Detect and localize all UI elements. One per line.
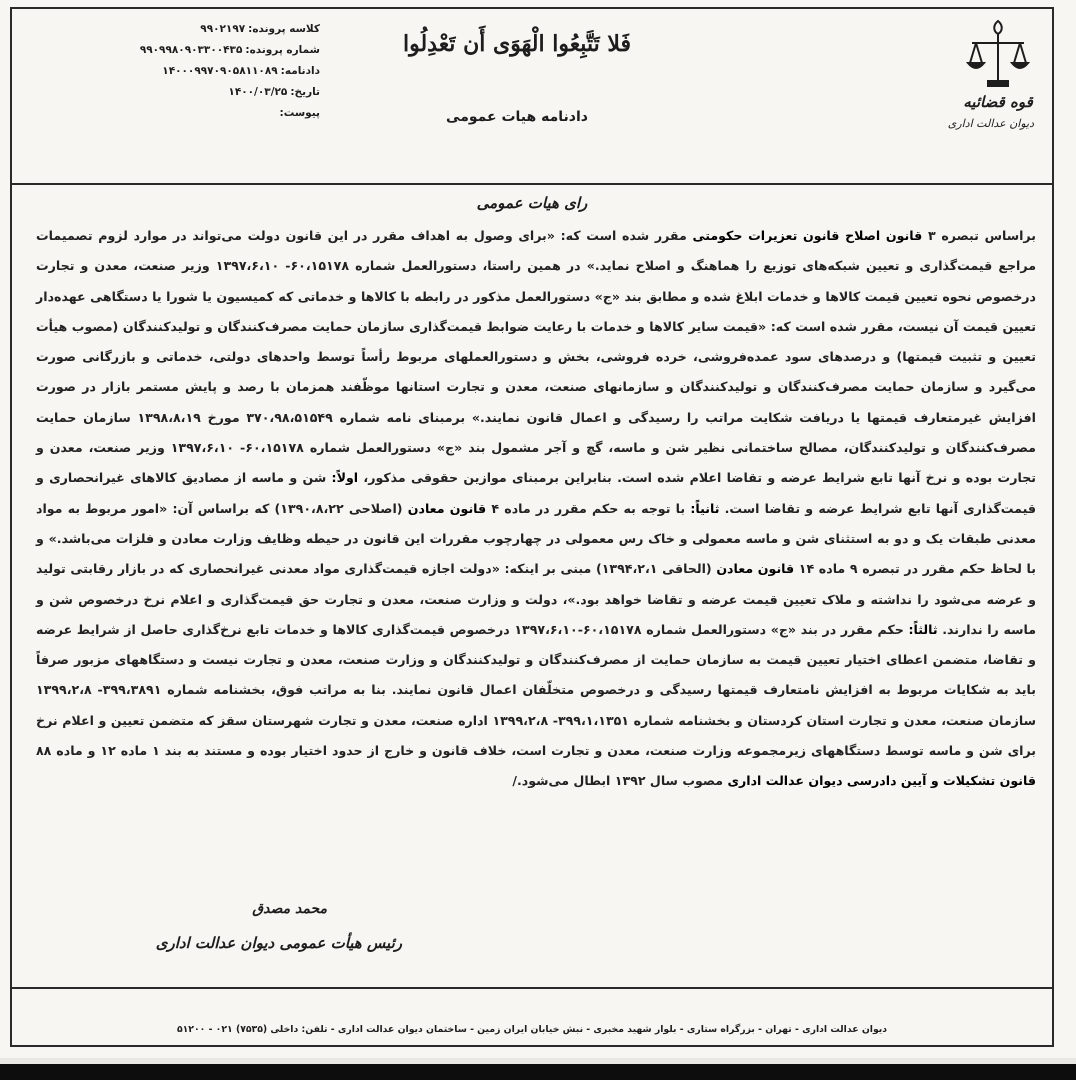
body-text-segment: مقرر شده است که: «برای وصول به اهداف مقرر در این قانون دولت می‌تواند در موارد لزوم تصمیمات مراجع قیمت‌گذاری و تعیین شبکه‌های توزیع را هماهنگ و اصلاح نماید.» در همین راستا، دستورالعمل شماره ۶۰،۱۵۱۷۸- ۱۳۹۷،۶،۱۰ وزیر صنعت، معدن و تجارت درخصوص نحوه تعیین قیمت کالاها و خدمات ابلاغ شده و مطابق بند «ج» دستورالعمل مذکور در رابطه با کالاها و خدماتی که کمیسیون یا شورا یا دستگاهی عهده‌دار تعیین قیمت آن نیست، مقرر شده است که: «قیمت سایر کالاها و خدمات با رعایت ضوابط قیمت‌گذاری سازمان حمایت مصرف‌کنندگان و تولیدکنندگان (مصوب هیأت تعیین و تثبیت قیمتها) و درصدهای سود عمده‌فروشی، خرده فروشی، بخش و دستورالعملهای مربوط رأساً توسط واحدهای دولتی، خدماتی و بازرگانی صورت می‌گیرد و سازمان حمایت مصرف‌کنندگان و تولیدکنندگان و سازمانهای صنعت، معدن و تجارت استانها موظّفند همزمان با رصد و پایش مستمر بازار در صورت افزایش غیرمتعارف قیمتها یا دریافت شکایت مراتب را رسیدگی و اعمال قانون نمایند.» برمبنای نامه شماره ۳۷۰،۹۸،۵۱۵۴۹ مورخ ۱۳۹۸،۸،۱۹ سازمان حمایت مصرف‌کنندگان و تولیدکنندگان، مصالح ساختمانی نظیر شن و ماسه، گچ و آجر مشمول بند «ج» دستورالعمل شماره ۶۰،۱۵۱۷۸- ۱۳۹۷،۶،۱۰ وزیر صنعت، معدن و تجارت بوده و نرخ آنها تابع شرایط عرضه و تقاضا اعلام شده است. بنابراین برمبنای موازین حقوقی مذکور، xyxy=(36,228,1036,486)
case-metadata xyxy=(120,19,320,124)
ruling-title: رای هیات عمومی xyxy=(476,194,588,212)
meta-value: ۹۹۰۹۹۸۰۹۰۳۳۰۰۴۳۵ xyxy=(139,44,243,56)
meta-label: تاریخ: xyxy=(290,86,320,98)
signatory-title: رئیس هیأت عمومی دیوان عدالت اداری xyxy=(155,934,402,952)
meta-label: شماره پرونده: xyxy=(245,44,320,56)
body-text-segment: براساس تبصره ۳ xyxy=(922,228,1036,243)
ruling-body xyxy=(36,221,1036,797)
emblem-text-court: دیوان عدالت اداری xyxy=(947,117,1034,130)
meta-row-case-number xyxy=(120,40,320,61)
law-reference: قانون تشکیلات و آیین دادرسی دیوان عدالت اداری xyxy=(727,773,1036,789)
meta-value: ۱۴۰۰۰۹۹۷۰۹۰۵۸۱۱۰۸۹ xyxy=(162,65,278,77)
clause-marker-first: اولاً: xyxy=(331,470,359,486)
quran-verse: فَلا تَتَّبِعُوا الْهَوَى أَن تَعْدِلُوا xyxy=(402,31,632,57)
law-reference: قانون معادن xyxy=(407,500,487,516)
meta-label: کلاسه پرونده: xyxy=(248,23,320,35)
meta-value: ۹۹۰۲۱۹۷ xyxy=(200,23,246,35)
law-reference: قانون اصلاح قانون تعزیرات حکومتی xyxy=(692,228,923,243)
meta-row-attachment xyxy=(120,103,320,124)
clause-marker-third: ثالثاً: xyxy=(908,621,938,637)
body-text-segment: حکم مقرر در بند «ج» دستورالعمل شماره ۶۰،۱۵۱۷۸-۱۳۹۷،۶،۱۰ درخصوص قیمت‌گذاری کالاها و خدمات تابع نرخ‌گذاری حاصل از شرایط عرضه و تقاضا، متضمن اعطای اختیار تعیین قیمت به سازمان حمایت از مصرف‌کنندگان و تولیدکنندگان و وزارت صنعت، معدن و تجارت نیست و دستگاههای مزبور صرفاً باید به شکایات مربوط به افزایش نامتعارف قیمتها رسیدگی و درخصوص متخلّفان اعمال قانون نمایند. بنا به مراتب فوق، بخشنامه شماره ۳۹۹،۳۸۹۱- ۱۳۹۹،۲،۸ سازمان صنعت، معدن و تجارت استان کردستان و بخشنامه شماره ۳۹۹،۱،۱۳۵۱- ۱۳۹۹،۲،۸ اداره صنعت، معدن و تجارت شهرستان سقز که متضمن تعیین و اعلام نرخ برای شن و ماسه توسط دستگاههای زیرمجموعه وزارت صنعت، معدن و تجارت است، خلاف قانون و خارج از حدود اختیار بوده و مستند به بند ۱ ماده ۱۲ و ماده ۸۸ xyxy=(36,621,1037,759)
footer-divider xyxy=(12,987,1052,989)
body-text-segment: (الحاقی ۱۳۹۴،۲،۱) مبنی بر اینکه: «دولت اجازه قیمت‌گذاری مواد معدنی غیرانحصاری که در بازار رقابتی تولید و عرضه می‌شود را نداشته و ملاک تعیین قیمت عرضه و تقاضا خواهد بود.»، دولت و وزارت صنعت، معدن و تجارت حق قیمت‌گذاری و اعلام نرخ درخصوص شن و ماسه را ندارند. xyxy=(36,561,1036,637)
meta-row-date xyxy=(120,82,320,103)
body-text-segment: شن و ماسه از مصادیق کالاهای غیرانحصاری و قیمت‌گذاری آنها تابع شرایط عرضه و تقاضا است. xyxy=(36,470,1036,516)
footer-address: دیوان عدالت اداری - تهران - بزرگراه ستاری - بلوار شهید مخبری - نبش خیابان ایران زمین - ساختمان دیوان عدالت اداری - تلفن: داخلی (۷۵۳۵) ۰۲۱ - ۵۱۲۰۰ xyxy=(176,1024,888,1035)
emblem-text-judiciary: قوه قضائیه xyxy=(963,93,1033,111)
meta-label: دادنامه: xyxy=(280,65,320,77)
meta-value: ۱۴۰۰/۰۳/۲۵ xyxy=(228,86,288,98)
signatory-name: محمد مصدق xyxy=(252,901,327,917)
body-text-segment: مصوب سال ۱۳۹۲ ابطال می‌شود./ xyxy=(512,773,728,789)
document-frame xyxy=(10,7,1054,1047)
judiciary-emblem xyxy=(947,17,1034,167)
clause-marker-second: ثانیاً: xyxy=(690,500,720,516)
body-text-segment: با توجه به حکم مقرر در ماده ۴ xyxy=(486,500,691,516)
bottom-bar xyxy=(0,1064,1076,1080)
meta-label: پیوست: xyxy=(279,107,320,119)
meta-row-case-class xyxy=(120,19,320,40)
body-text-segment: (اصلاحی ۱۳۹۰،۸،۲۲) که براساس آن: «امور مربوط به مواد معدنی طبقات یک و دو به استثنای شن و ماسه معمولی و خاک رس معمولی در چهارچوب مقررات این قانون در حیطه وظایف وزارت معادن و فلزات می‌باشد.» و با لحاظ حکم مقرر در تبصره ۹ ماده ۱۴ xyxy=(36,500,1036,577)
document-type: دادنامه هیات عمومی xyxy=(446,109,588,125)
law-reference: قانون معادن xyxy=(716,561,795,577)
meta-row-verdict-number xyxy=(120,61,320,82)
document-header xyxy=(12,9,1052,185)
scales-of-justice-icon xyxy=(966,17,1030,91)
